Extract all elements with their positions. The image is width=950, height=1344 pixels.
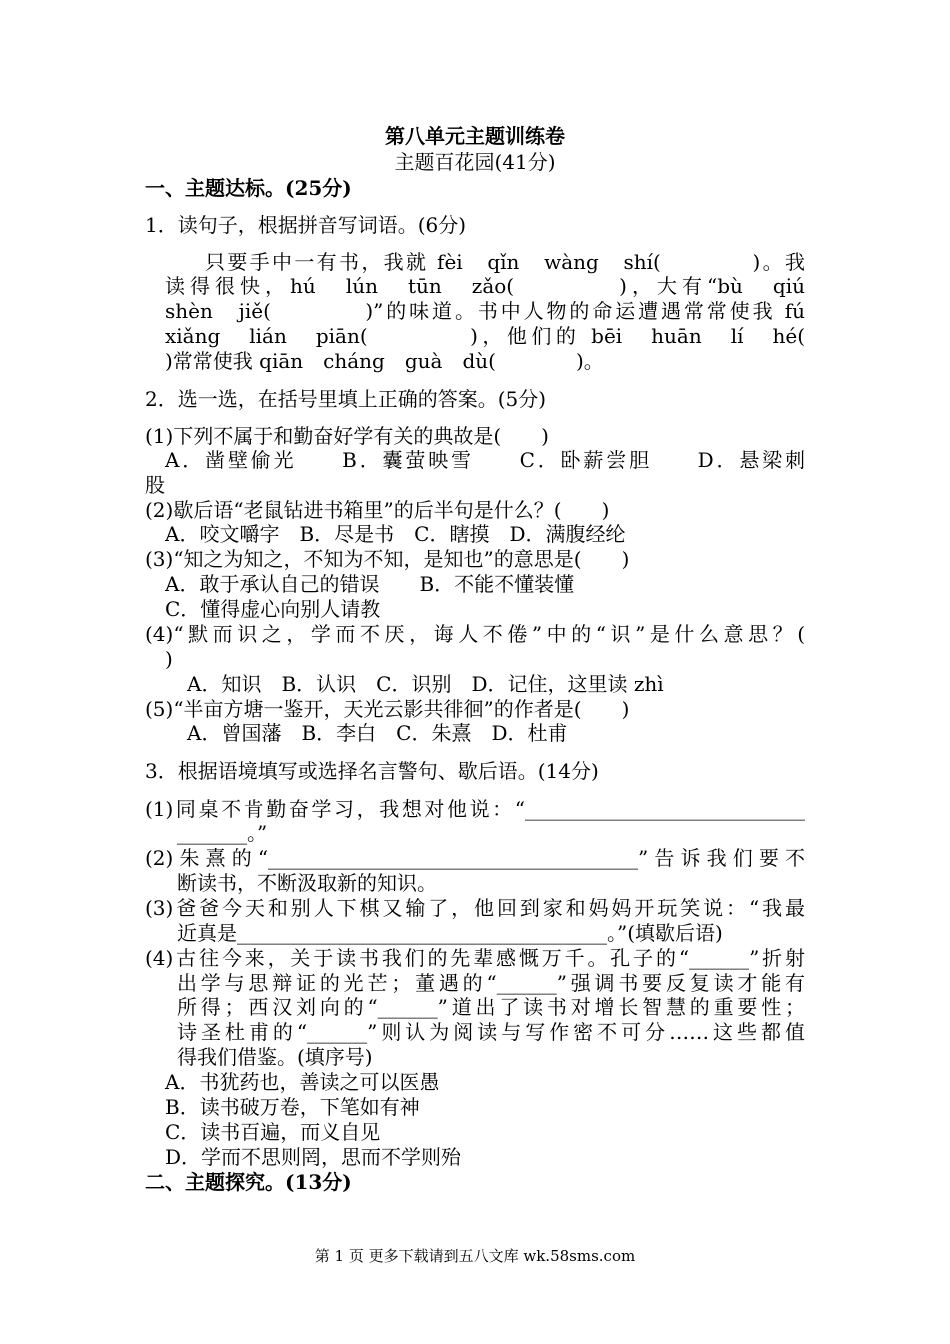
option-line: A．咬文嚼字 B．尽是书 C．瞎摸 D．满腹经纶 <box>165 522 626 546</box>
question-item: (5)“半亩方塘一鉴开，天光云影共徘徊”的作者是( ) <box>145 697 630 721</box>
section-heading-2: 二、主题探究。(13分) <box>145 1170 352 1194</box>
option-line: C．懂得虚心向别人请教 <box>165 597 381 621</box>
option-line: A．知识 B．认识 C．识别 D．记住，这里读 zhì <box>187 672 664 696</box>
section-heading-1: 一、主题达标。(25分) <box>145 176 352 200</box>
page-title: 第八单元主题训练卷 <box>385 124 565 148</box>
question-item: (3)爸爸今天和别人下棋又输了，他回到家和妈妈开玩笑说：“我最 <box>145 896 805 920</box>
option-line: C．读书百遍，而义自见 <box>165 1120 381 1144</box>
question-item: (1)同桌不肯勤奋学习，我想对他说：“____________________________ <box>145 797 805 821</box>
question-item: _______。” <box>177 821 268 845</box>
option-line: A．曾国藩 B．李白 C．朱熹 D．杜甫 <box>187 721 568 745</box>
question-item: (1)下列不属于和勤奋好学有关的典故是( ) <box>145 424 549 448</box>
page-footer: 第 1 页 更多下载请到五八文库 wk.58sms.com <box>314 1247 636 1265</box>
question-item: 断读书，不断汲取新的知识。 <box>177 871 437 895</box>
question-item: 近真是_____________________________________。”(填歇后语) <box>177 921 723 945</box>
question-item: (4)古往今来，关于读书我们的先辈感慨万千。孔子的“______”折射 <box>145 946 805 970</box>
option-line: B．读书破万卷，下笔如有神 <box>165 1095 420 1119</box>
page-subtitle: 主题百花园(41分) <box>394 150 556 174</box>
question-item: 所得；西汉刘向的“______”道出了读书对增长智慧的重要性； <box>177 995 805 1019</box>
question-item: (3)“知之为知之，不知为不知，是知也”的意思是( ) <box>145 547 630 571</box>
option-line: A．敢于承认自己的错误 B．不能不懂装懂 <box>165 572 575 596</box>
question-item: 得我们借鉴。(填序号) <box>177 1045 373 1069</box>
question-1-heading: 1．读句子，根据拼音写词语。(6分) <box>145 213 467 237</box>
question-item: 诗圣杜甫的“______”则认为阅读与写作密不可分……这些都值 <box>177 1020 805 1044</box>
option-line: A．凿壁偷光 B．囊萤映雪 C．卧薪尝胆 D．悬梁刺 <box>165 448 805 472</box>
question-2-heading: 2．选一选，在括号里填上正确的答案。(5分) <box>145 387 547 411</box>
passage-line: xiǎng lián piān( )，他们的 bēi huān lí hé( <box>165 324 805 348</box>
option-line: A．书犹药也，善读之可以医愚 <box>165 1070 440 1094</box>
option-line: 股 <box>145 473 165 497</box>
question-3-heading: 3．根据语境填写或选择名言警句、歇后语。(14分) <box>145 759 599 783</box>
passage-line: 读得很快，hú lún tūn zǎo( )，大有“bù qiú <box>165 274 805 298</box>
question-item: ) <box>165 647 173 671</box>
passage-line: )常常使我 qiān cháng guà dù( )。 <box>165 349 604 373</box>
question-item: 出学与思辩证的光芒；董遇的“______”强调书要反复读才能有 <box>177 971 805 995</box>
passage-line: 只要手中一有书，我就 fèi qǐn wàng shí( )。我 <box>205 250 805 274</box>
option-line: D．学而不思则罔，思而不学则殆 <box>165 1145 462 1169</box>
question-item: (4)“默而识之，学而不厌，诲人不倦”中的“识”是什么意思？( <box>145 622 805 646</box>
question-item: (2)朱熹的“_____________________________________”告诉我们要不 <box>145 846 805 870</box>
passage-line: shèn jiě( )”的味道。书中人物的命运遭遇常常使我 fú <box>165 299 805 323</box>
question-item: (2)歇后语“老鼠钻进书箱里”的后半句是什么？( ) <box>145 498 610 522</box>
